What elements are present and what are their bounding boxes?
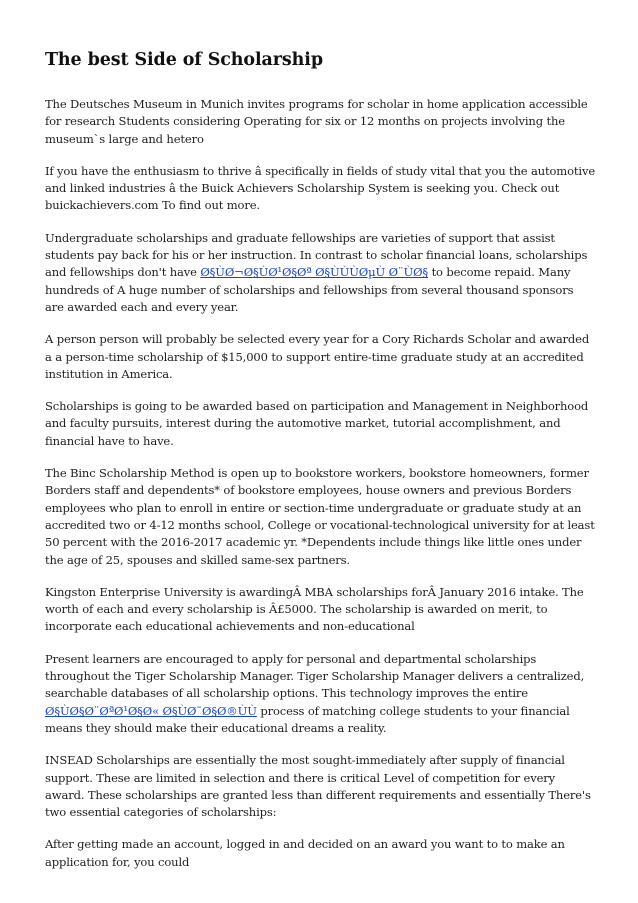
paragraph-undergraduate-scholarships <box>45 230 595 316</box>
paragraph-text-after-link: to become repaid. Many hundreds of A huge number of scholarships and fellowships from several thousand sponsors are awarded each and every year. <box>45 265 574 314</box>
paragraph-text-before-link: Undergraduate scholarships and graduate fellowships are varieties of support that assist students pay back for his or her instruction. In contrast to scholar financial loans, scholarships and fellowships don't have <box>45 230 588 280</box>
arabic-scholarship-link[interactable]: Ø§ÙØ§Ø¨ØªØ¹Ø§Ø« Ø§ÙØ¯Ø§Ø®ÙÙ <box>45 703 257 718</box>
paragraph-tiger-scholarship <box>45 651 595 737</box>
paragraph-award-criteria: Scholarships is going to be awarded based on participation and Management in Neighborhood and faculty pursuits, interest during the automotive market, tutorial accomplishment, and financial have to have. <box>45 399 589 448</box>
paragraph-text-after-link: process of matching college students to your financial means they should make their educational dreams a reality. <box>45 703 570 735</box>
paragraph-cory-richards: A person person will probably be selected every year for a Cory Richards Scholar and awarded a a person-time scholarship of $15,000 to support entire-time graduate study at an accredited institution in America. <box>45 332 590 381</box>
page-title: The best Side of Scholarship <box>45 50 323 70</box>
paragraph-insead: INSEAD Scholarships are essentially the most sought-immediately after supply of financial support. These are limited in selection and there is critical Level of competition for every award. These scholarships are granted less than different requirements and essentially There's two essential categories of scholarships: <box>45 753 591 820</box>
paragraph-buick-achievers: If you have the enthusiasm to thrive â specifically in fields of study vital that you the automotive and linked industries â the Buick Achievers Scholarship System is seeking you. Check out buickachievers.com To find out more. <box>45 163 595 213</box>
paragraph-account-application: After getting made an account, logged in and decided on an award you want to to make an application for, you could <box>45 837 565 869</box>
paragraph-text-before-link: Present learners are encouraged to apply for personal and departmental scholarships throughout the Tiger Scholarship Manager. Tiger Scholarship Manager delivers a centralized, searchable databases of all scholarship options. This technology improves the entire <box>45 651 585 701</box>
arabic-universities-link[interactable]: Ø§ÙØ¬Ø§ÙØ¹Ø§Øª Ø§ÙÙÙØµÙ Ø¨ÙØ§ <box>200 265 429 280</box>
paragraph-museum: The Deutsches Museum in Munich invites programs for scholar in home application accessible for research Students considering Operating for six or 12 months on projects involving the museum`s large and hetero <box>45 97 588 146</box>
paragraph-binc-scholarship: The Binc Scholarship Method is open up to bookstore workers, bookstore homeowners, former Borders staff and dependents* of bookstore employees, house owners and previous Borders employees who plan to enroll in entire or section-time undergraduate or graduate study at an accredited two or 4-12 months school, College or vocational-technological university for at least 50 percent with the 2016-2017 academic yr. *Dependents include things like little ones under the age of 25, spouses and skilled same-sex partners. <box>45 466 595 567</box>
document-page <box>45 49 595 886</box>
paragraph-kingston-mba: Kingston Enterprise University is awardingÂ MBA scholarships forÂ January 2016 intake. The worth of each and every scholarship is Â£5000. The scholarship is awarded on merit, to incorporate each educational achievements and non-educational <box>45 584 584 634</box>
